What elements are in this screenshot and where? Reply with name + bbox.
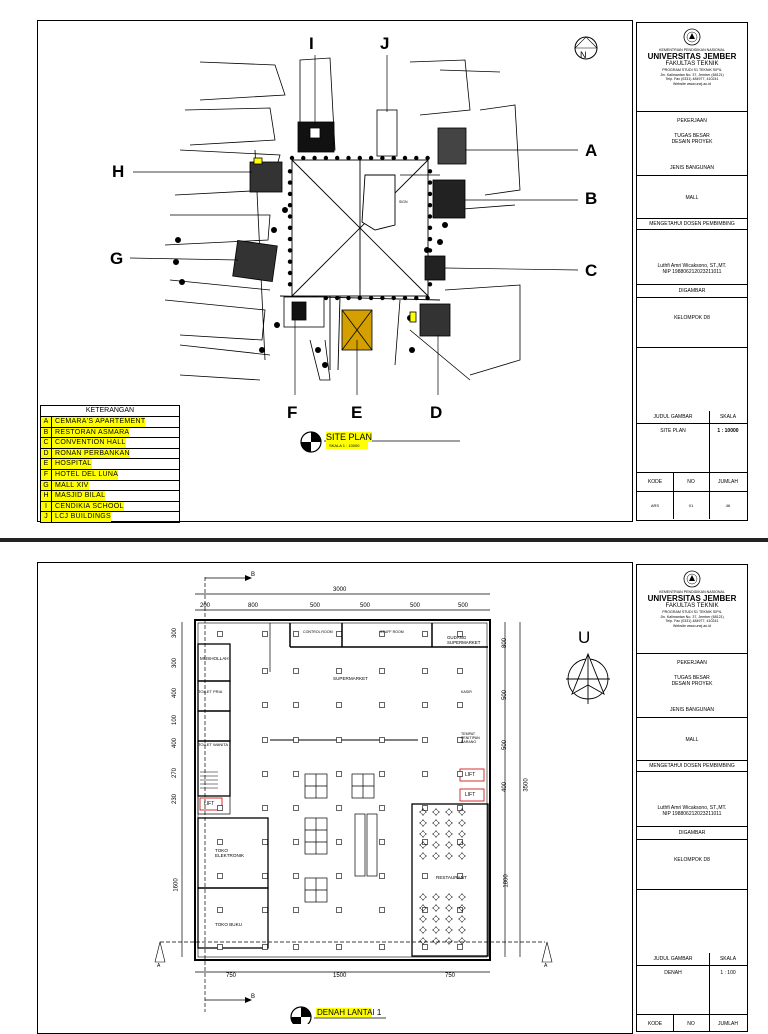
room-toilet-wanita: TOILET WANITA bbox=[198, 742, 229, 747]
dosen-nip: NIP 198806212023211011 bbox=[662, 269, 722, 275]
legend-value: CONVENTION HALL bbox=[52, 438, 126, 448]
phone-text: Telp. Fax (0331) 484977, 410241 bbox=[665, 77, 719, 82]
university-logo-icon-2 bbox=[683, 570, 701, 588]
left-dimension: 1600 bbox=[173, 878, 180, 892]
legend-row bbox=[41, 470, 179, 481]
floor-plan-sheet bbox=[0, 542, 768, 1027]
legend-row bbox=[41, 512, 179, 522]
legend-value: CEMARA'S APARTEMENT bbox=[52, 417, 145, 427]
no-label-2: NO bbox=[673, 1015, 710, 1032]
judul-label: JUDUL GAMBAR bbox=[637, 411, 710, 423]
label-e: E bbox=[351, 403, 363, 422]
top-dimension: 200 bbox=[200, 603, 211, 609]
jumlah-value: 46 bbox=[725, 503, 731, 508]
legend-row bbox=[41, 459, 179, 470]
label-a: A bbox=[585, 141, 598, 160]
faculty-name-2: FAKULTAS TEKNIK bbox=[665, 603, 719, 610]
legend-key: E bbox=[41, 459, 52, 469]
room-supermarket: SUPERMARKET bbox=[333, 676, 368, 681]
drawing-scale: SKALA 1 : 10000 bbox=[329, 443, 360, 448]
legend-row bbox=[41, 502, 179, 513]
left-dimension: 270 bbox=[172, 767, 179, 779]
judul-value: SITE PLAN bbox=[637, 424, 710, 476]
skala-value-2: 1 : 100 bbox=[720, 970, 736, 976]
legend-row bbox=[41, 491, 179, 502]
ministry-text: KEMENTRIAN PENDIDIKAN NASIONAL bbox=[659, 48, 725, 52]
right-dimension: 500 bbox=[502, 689, 509, 701]
legend-value: MASJID BILAL bbox=[52, 491, 105, 501]
kode-label-2: KODE bbox=[637, 1015, 674, 1032]
left-dimension: 400 bbox=[172, 687, 179, 699]
room-toko-elektronik: TOKO ELEKTRONIK bbox=[215, 848, 245, 858]
north-label: N bbox=[580, 50, 587, 60]
kode-value: ARS bbox=[637, 492, 674, 519]
small-sign-label: SIGN bbox=[399, 200, 408, 204]
north-label-2: U bbox=[578, 628, 591, 647]
section-a-left: A bbox=[157, 963, 161, 969]
title-block-2: KEMENTRIAN PENDIDIKAN NASIONAL UNIVERSITAS JEMBER FAKULTAS TEKNIK PROGRAM STUDI S1 TEKNIK SIPIL Jln. Kalimantan No. 37, Jember (68121) Telp. Fax (0331) 484977, 410241 Website www.unej.ac.id PEKERJAAN TUGAS BESAR DESAIN PROYEK JENIS BANGUNAN MALL MENGETAHUI DOSEN PEMBIMBING Luthfi Amri Wicaksono, ST.,MT. NIP 198806212023211011 DIGAMBAR KELOMPOK D8 JUDUL GAMBAR SKALA DENAH 1 : 100 KODE NO JUMLAH bbox=[636, 564, 748, 1032]
website-text-2: Website www.unej.ac.id bbox=[673, 623, 711, 628]
building-j bbox=[377, 110, 397, 156]
university-logo-icon bbox=[683, 28, 701, 46]
building-c bbox=[425, 256, 445, 280]
label-d: D bbox=[430, 403, 443, 422]
overall-top-dimension: 3000 bbox=[333, 587, 347, 593]
legend-key: H bbox=[41, 491, 52, 501]
jumlah-label-2: JUMLAH bbox=[717, 1021, 738, 1027]
phone-text-2: Telp. Fax (0331) 484977, 410241 bbox=[665, 619, 719, 624]
left-dimension: 300 bbox=[172, 657, 179, 669]
room-restaurant: RESTAURANT bbox=[436, 875, 467, 880]
jenis-label: JENIS BANGUNAN bbox=[670, 165, 714, 171]
legend-key: A bbox=[41, 417, 52, 427]
legend-row bbox=[41, 428, 179, 439]
ministry-text-2: KEMENTRIAN PENDIDIKAN NASIONAL bbox=[659, 590, 725, 594]
room-mushollah: MUSHOLLAH bbox=[200, 656, 229, 661]
bottom-dimension: 750 bbox=[226, 973, 237, 979]
legend-row bbox=[41, 481, 179, 492]
overall-right-dimension: 3500 bbox=[523, 778, 530, 792]
title-block: KEMENTRIAN PENDIDIKAN NASIONAL UNIVERSITAS JEMBER FAKULTAS TEKNIK PROGRAM STUDI S1 TEKNIK SIPIL Jln. Kalimantan No. 37, Jember (68121) Telp. Fax (0331) 484977, 410241 Website www.unej.ac.id PEKERJAAN TUGAS BESAR DESAIN PROYEK JENIS BANGUNAN MALL MENGETAHUI DOSEN PEMBIMBING Luthfi Amri Wicaksono, ST.,MT. NIP 198806212023211011 DIGAMBAR KELOMPOK D8 JUDUL GAMBAR SKALA SITE PLAN 1 : 10000 KODE NO JUMLAH ARS 01 46 bbox=[636, 22, 748, 521]
program-name-2: PROGRAM STUDI S1 TEKNIK SIPIL bbox=[662, 610, 722, 615]
top-dimension: 500 bbox=[458, 603, 469, 609]
title-symbol-icon bbox=[301, 432, 460, 452]
label-c: C bbox=[585, 261, 598, 280]
jenis-value: MALL bbox=[685, 195, 699, 201]
dosen-nip-2: NIP 198806212023211011 bbox=[662, 811, 722, 817]
room-toko-buku: TOKO BUKU bbox=[215, 922, 242, 927]
top-dimension: 500 bbox=[360, 603, 371, 609]
digambar-label-2: DIGAMBAR bbox=[637, 828, 747, 840]
judul-value-2: DENAH bbox=[637, 966, 710, 1018]
right-dimension: 400 bbox=[502, 781, 509, 793]
building-a bbox=[438, 128, 466, 164]
building-d bbox=[420, 304, 450, 336]
university-name-2: UNIVERSITAS JEMBER bbox=[647, 594, 737, 604]
digambar-label: DIGAMBAR bbox=[637, 286, 747, 298]
legend-value: CENDIKIA SCHOOL bbox=[52, 502, 124, 512]
top-dimension: 500 bbox=[310, 603, 321, 609]
dosen-name: Luthfi Amri Wicaksono, ST.,MT. bbox=[657, 263, 727, 269]
top-dimension: 800 bbox=[248, 603, 259, 609]
legend-value: HOSPITAL bbox=[52, 459, 92, 469]
left-dimension: 230 bbox=[172, 793, 179, 805]
mengetahui-label-2: MENGETAHUI DOSEN PEMBIMBING bbox=[637, 762, 747, 772]
drawing-title-2: DENAH LANTAI 1 bbox=[317, 1008, 382, 1017]
building-g bbox=[233, 240, 278, 281]
faculty-name: FAKULTAS TEKNIK bbox=[665, 61, 719, 68]
legend-key: C bbox=[41, 438, 52, 448]
website-text: Website www.unej.ac.id bbox=[673, 81, 711, 86]
legend-row bbox=[41, 417, 179, 428]
legend-value: HOTEL DEL LUNA bbox=[52, 470, 118, 480]
room-tempat: TEMPAT PENITIPAN BARANG bbox=[461, 732, 480, 744]
pekerjaan-value-2: DESAIN PROYEK bbox=[671, 139, 713, 145]
legend-key: F bbox=[41, 470, 52, 480]
legend-key: D bbox=[41, 449, 52, 459]
legend-key: G bbox=[41, 481, 52, 491]
room-control: CONTROL ROOM bbox=[303, 630, 333, 634]
dosen-name-2: Luthfi Amri Wicaksono, ST.,MT. bbox=[657, 805, 727, 811]
section-a-right: A bbox=[544, 963, 548, 969]
legend-title: KETERANGAN bbox=[41, 406, 179, 417]
pekerjaan-value-1-2: TUGAS BESAR bbox=[674, 675, 710, 681]
judul-label-2: JUDUL GAMBAR bbox=[637, 953, 710, 965]
label-j: J bbox=[380, 34, 390, 53]
drawing-title: SITE PLAN bbox=[326, 432, 373, 442]
university-name: UNIVERSITAS JEMBER bbox=[647, 52, 737, 62]
bottom-dimension: 1500 bbox=[333, 973, 347, 979]
lift-3: LIFT bbox=[204, 801, 215, 807]
right-dimension: 1800 bbox=[503, 874, 510, 888]
skala-label-2: SKALA bbox=[719, 956, 737, 962]
legend-value: RONAN PERBANKAN bbox=[52, 449, 130, 459]
pekerjaan-value-1: TUGAS BESAR bbox=[674, 133, 710, 139]
bottom-dimension: 750 bbox=[445, 973, 456, 979]
lift-1: LIFT bbox=[465, 772, 476, 778]
section-b-top: B bbox=[251, 572, 256, 578]
skala-value: 1 : 10000 bbox=[717, 428, 739, 434]
legend-value: LCJ BUILDINGS bbox=[52, 512, 111, 522]
legend-key: B bbox=[41, 428, 52, 438]
room-stuff: STUFF ROOM bbox=[380, 630, 404, 634]
legend-value: MALL XIV bbox=[52, 481, 89, 491]
building-b bbox=[433, 180, 465, 218]
no-value: 01 bbox=[673, 492, 710, 519]
legend-key: I bbox=[41, 502, 52, 512]
legend-key: J bbox=[41, 512, 52, 522]
pekerjaan-value-2-2: DESAIN PROYEK bbox=[671, 681, 713, 687]
lift-2: LIFT bbox=[465, 792, 476, 798]
jenis-label-2: JENIS BANGUNAN bbox=[670, 707, 714, 713]
room-toilet-pria: TOILET PRIA bbox=[198, 689, 223, 694]
top-dimension: 500 bbox=[410, 603, 421, 609]
label-h: H bbox=[112, 162, 125, 181]
room-kasir: KASIR bbox=[461, 690, 472, 694]
legend-table bbox=[40, 405, 180, 523]
room-gudang: GUDANG SUPERMARKET bbox=[447, 635, 481, 645]
left-dimension: 300 bbox=[172, 627, 179, 639]
label-b: B bbox=[585, 189, 598, 208]
jenis-value-2: MALL bbox=[685, 737, 699, 743]
legend-value: RESTORAN ASMARA bbox=[52, 428, 129, 438]
skala-label: SKALA bbox=[719, 414, 737, 420]
legend-row bbox=[41, 449, 179, 460]
label-i: I bbox=[309, 34, 314, 53]
address-text: Jln. Kalimantan No. 37, Jember (68121) bbox=[660, 72, 724, 77]
section-b-bottom: B bbox=[251, 994, 256, 1000]
label-f: F bbox=[287, 403, 298, 422]
no-label: NO bbox=[673, 473, 710, 491]
left-dimension: 400 bbox=[172, 737, 179, 749]
program-name: PROGRAM STUDI S1 TEKNIK SIPIL bbox=[662, 68, 722, 73]
left-dimension: 100 bbox=[172, 714, 179, 726]
right-dimension: 500 bbox=[502, 739, 509, 751]
building-h bbox=[250, 162, 282, 192]
mengetahui-label: MENGETAHUI DOSEN PEMBIMBING bbox=[637, 220, 747, 230]
address-text-2: Jln. Kalimantan No. 37, Jember (68121) bbox=[660, 614, 724, 619]
right-dimension: 800 bbox=[502, 637, 509, 649]
pekerjaan-label: PEKERJAAN bbox=[677, 118, 707, 124]
label-g: G bbox=[110, 249, 124, 268]
legend-row bbox=[41, 438, 179, 449]
kode-label: KODE bbox=[637, 473, 674, 491]
jumlah-label: JUMLAH bbox=[717, 479, 738, 485]
pekerjaan-label-2: PEKERJAAN bbox=[677, 660, 707, 666]
north-arrow-icon-2 bbox=[566, 654, 610, 704]
